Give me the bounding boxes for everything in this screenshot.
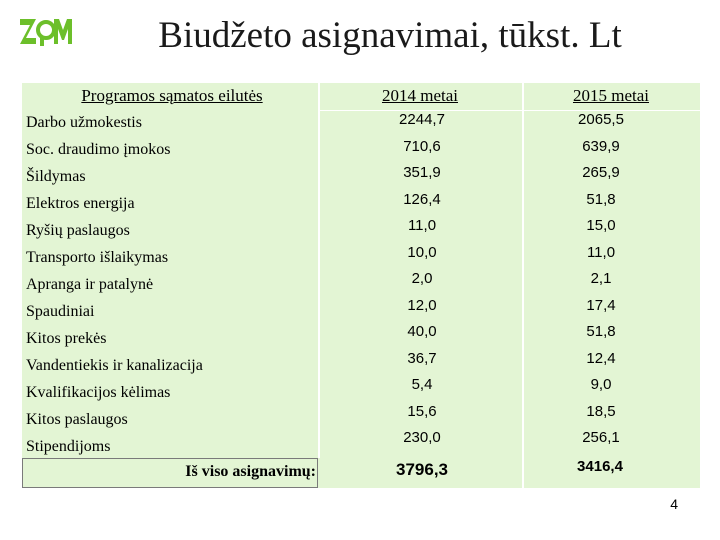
cell-2015: 51,8 <box>586 190 616 208</box>
row-label: Stipendijoms <box>26 438 111 455</box>
row-label: Spaudiniai <box>26 303 95 320</box>
cell-2015: 265,9 <box>582 164 620 181</box>
cell-2014: 12,0 <box>407 296 437 314</box>
header-2014: 2014 metai <box>381 86 458 105</box>
page-number: 4 <box>670 496 678 512</box>
cell-2015: 12,4 <box>586 349 616 367</box>
row-label: Kvalifikacijos kėlimas <box>26 384 171 401</box>
cell-2014: 15,6 <box>407 402 437 420</box>
cell-2014: 40,0 <box>407 323 437 340</box>
total-2014: 3796,3 <box>396 460 448 479</box>
cell-2014: 126,4 <box>403 190 441 208</box>
column-divider <box>522 83 524 488</box>
cell-2014: 5,4 <box>411 376 433 393</box>
cell-2015: 17,4 <box>586 296 616 314</box>
cell-2015: 11,0 <box>586 243 616 261</box>
row-label: Šildymas <box>26 168 86 185</box>
cell-2014: 2,0 <box>411 270 433 287</box>
total-label: Iš viso asignavimų: <box>185 463 316 480</box>
cell-2015: 51,8 <box>586 323 616 340</box>
row-label: Kitos prekės <box>26 330 107 347</box>
row-label: Vandentiekis ir kanalizacija <box>26 357 203 374</box>
cell-2015: 639,9 <box>582 137 620 155</box>
cell-2014: 11,0 <box>407 217 437 234</box>
cell-2015: 15,0 <box>586 217 616 234</box>
row-label: Transporto išlaikymas <box>26 249 169 266</box>
cell-2015: 2065,5 <box>578 111 624 128</box>
cell-2014: 10,0 <box>407 243 437 261</box>
header-2015: 2015 metai <box>572 86 649 105</box>
row-label: Darbo užmokestis <box>26 114 142 131</box>
cell-2015: 2,1 <box>590 270 612 287</box>
cell-2015: 9,0 <box>590 376 612 393</box>
row-label: Elektros energija <box>26 195 135 212</box>
row-label: Soc. draudimo įmokos <box>26 141 171 158</box>
row-label: Ryšių paslaugos <box>26 222 130 239</box>
column-divider <box>318 83 320 458</box>
cell-2014: 710,6 <box>403 137 441 155</box>
row-label: Kitos paslaugos <box>26 411 128 428</box>
page-title: Biudžeto asignavimai, tūkst. Lt <box>158 15 622 56</box>
cell-2014: 230,0 <box>403 429 441 446</box>
cell-2014: 2244,7 <box>399 111 445 128</box>
cell-2015: 256,1 <box>582 429 620 446</box>
header-items: Programos sąmatos eilutės <box>81 86 263 105</box>
row-label: Apranga ir patalynė <box>26 276 154 293</box>
cell-2015: 18,5 <box>586 402 616 420</box>
cell-2014: 36,7 <box>407 349 437 367</box>
total-2015: 3416,4 <box>577 458 623 475</box>
cell-2014: 351,9 <box>403 164 441 181</box>
